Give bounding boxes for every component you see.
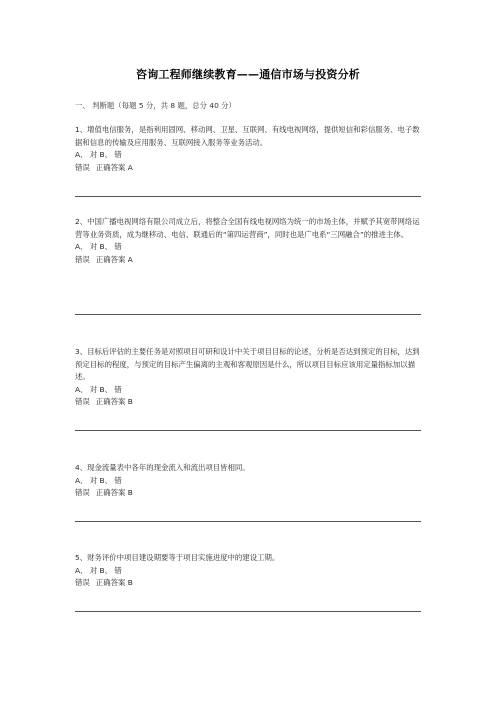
question-1 bbox=[75, 124, 423, 174]
correct-answer: 正确答案 A bbox=[95, 254, 133, 264]
question-stem: 3、目标后评估的主要任务是对照项目可研和设计中关于项目目标的论述，分析是否达到预定的目标，达到预定目标的程度，与预定的目标产生偏离的主观和客观原因是什么，所以项目目标应该用定量指标加以描述。 bbox=[75, 347, 420, 381]
divider bbox=[75, 196, 421, 197]
result-label: 错误 bbox=[75, 488, 90, 497]
question-2 bbox=[75, 216, 423, 266]
result-label: 错误 bbox=[75, 162, 90, 172]
answer-line bbox=[75, 254, 423, 267]
answer-line bbox=[75, 162, 423, 175]
divider bbox=[75, 314, 421, 315]
question-options: A、 对 B、 错 bbox=[75, 565, 122, 575]
divider bbox=[75, 521, 421, 522]
question-options: A、 对 B、 错 bbox=[75, 242, 122, 251]
answer-line bbox=[75, 396, 423, 409]
question-5 bbox=[75, 552, 423, 590]
correct-answer: 正确答案 A bbox=[95, 162, 133, 172]
document-title: 咨询工程师继续教育——通信市场与投资分析 bbox=[136, 68, 360, 81]
question-stem: 1、增值电信服务，是指利用固网、移动网、卫星、互联网、有线电视网络，提供短信和彩信服务、电子数据和信息的传输及应用服务、互联网接入服务等业务活动。 bbox=[75, 125, 420, 147]
correct-answer: 正确答案 B bbox=[95, 397, 133, 406]
correct-answer: 正确答案 B bbox=[95, 488, 133, 497]
answer-line bbox=[75, 577, 423, 590]
result-label: 错误 bbox=[75, 254, 90, 264]
question-4 bbox=[75, 462, 423, 500]
question-3 bbox=[75, 346, 423, 409]
correct-answer: 正确答案 B bbox=[95, 578, 133, 587]
section-heading: 一、 判断题（每题 5 分，共 8 题，总分 40 分） bbox=[75, 101, 236, 110]
divider bbox=[75, 611, 421, 612]
result-label: 错误 bbox=[75, 578, 90, 587]
question-options: A、 对 B、 错 bbox=[75, 475, 122, 485]
question-stem: 5、财务评价中项目建设期要等于项目实施进度中的建设工期。 bbox=[75, 553, 280, 562]
answer-line bbox=[75, 487, 423, 500]
divider bbox=[75, 430, 421, 431]
question-stem: 2、中国广播电视网络有限公司成立后，将整合全国有线电视网络为统一的市场主体，并赋予其宽带网络运营等业务资质，成为继移动、电信、联通后的“第四运营商”，同时也是广电系“三网融合”的推进主体。 bbox=[75, 217, 420, 239]
question-options: A、 对 B、 错 bbox=[75, 384, 122, 394]
result-label: 错误 bbox=[75, 397, 90, 406]
question-stem: 4、现金流量表中各年的现金流入和流出项目皆相同。 bbox=[75, 463, 250, 472]
question-options: A、 对 B、 错 bbox=[75, 150, 122, 159]
